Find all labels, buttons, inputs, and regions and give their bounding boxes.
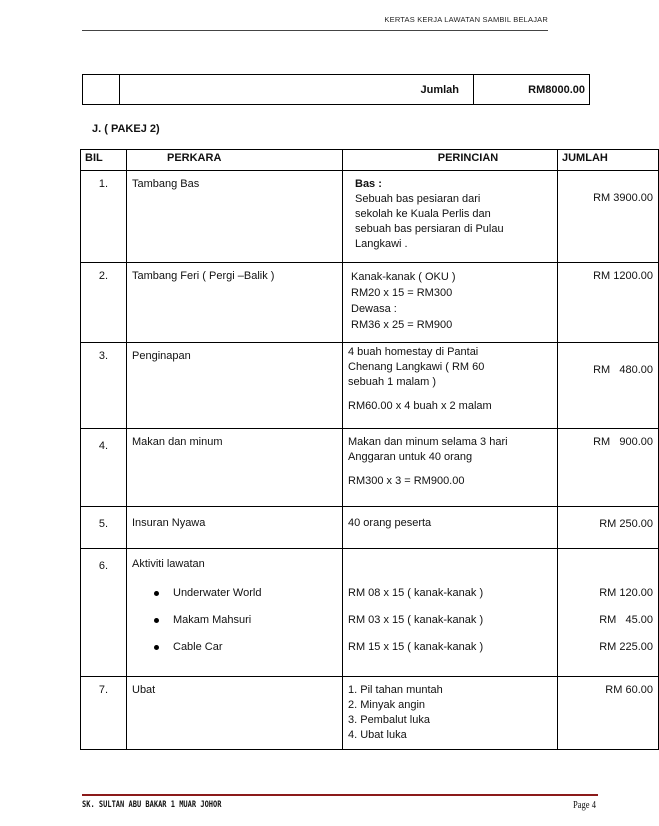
perincian-line: Bas : bbox=[355, 178, 382, 190]
activity-amount: RM 225.00 bbox=[599, 641, 653, 653]
row-perincian bbox=[343, 343, 558, 429]
row-perincian bbox=[343, 677, 558, 750]
activity-item bbox=[132, 580, 337, 607]
perincian-spacer bbox=[348, 465, 552, 474]
column-header-perincian: PERINCIAN bbox=[343, 150, 558, 171]
row-perincian bbox=[343, 263, 558, 343]
row-perkara: Tambang Bas bbox=[127, 171, 343, 263]
table-row bbox=[81, 263, 659, 343]
bullet-icon bbox=[154, 591, 159, 596]
cost-table bbox=[80, 149, 659, 750]
row-perincian bbox=[343, 429, 558, 507]
activity-name: Makam Mahsuri bbox=[173, 614, 252, 626]
table-row bbox=[81, 343, 659, 429]
summary-label: Jumlah bbox=[120, 75, 474, 105]
row-jumlah: RM 900.00 bbox=[558, 429, 659, 507]
perincian-line: RM36 x 25 = RM900 bbox=[351, 319, 453, 331]
table-row bbox=[81, 549, 659, 677]
perincian-line: Sebuah bas pesiaran dari bbox=[355, 193, 481, 205]
perincian-line: Langkawi . bbox=[355, 238, 408, 250]
footer-school: SK. SULTAN ABU BAKAR 1 MUAR JOHOR bbox=[82, 800, 222, 810]
perincian-line: 1. Pil tahan muntah bbox=[348, 684, 443, 696]
perincian-line: RM60.00 x 4 buah x 2 malam bbox=[348, 400, 492, 412]
row-perkara: Tambang Feri ( Pergi –Balik ) bbox=[127, 263, 343, 343]
activity-detail: RM 08 x 15 ( kanak-kanak ) bbox=[348, 587, 484, 599]
summary-amount: RM8000.00 bbox=[474, 75, 590, 105]
perincian-line: 3. Pembalut luka bbox=[348, 714, 430, 726]
row-perincian bbox=[343, 171, 558, 263]
header-divider bbox=[82, 30, 548, 31]
bullet-icon bbox=[154, 618, 159, 623]
activity-detail: RM 03 x 15 ( kanak-kanak ) bbox=[348, 614, 484, 626]
table-row bbox=[81, 171, 659, 263]
row-bil: 5. bbox=[81, 507, 127, 549]
row-perkara: Makan dan minum bbox=[127, 429, 343, 507]
summary-empty-cell bbox=[83, 75, 120, 105]
summary-table bbox=[82, 74, 590, 105]
activity-name: Underwater World bbox=[173, 587, 262, 599]
row-perkara: Aktiviti lawatan bbox=[132, 558, 205, 570]
perincian-line: Chenang Langkawi ( RM 60 bbox=[348, 361, 485, 373]
perincian-line: sebuah bas persiaran di Pulau bbox=[355, 223, 504, 235]
document-header: KERTAS KERJA LAWATAN SAMBIL BELAJAR bbox=[384, 15, 548, 24]
row-perkara: Insuran Nyawa bbox=[127, 507, 343, 549]
perincian-line: Dewasa : bbox=[351, 303, 397, 315]
perincian-line: sekolah ke Kuala Perlis dan bbox=[355, 208, 491, 220]
footer-page-number: Page 4 bbox=[573, 800, 596, 811]
perincian-line: RM300 x 3 = RM900.00 bbox=[348, 475, 465, 487]
section-title: J. ( PAKEJ 2) bbox=[92, 123, 160, 135]
activity-amount: RM 120.00 bbox=[599, 587, 653, 599]
bullet-icon bbox=[154, 645, 159, 650]
row-jumlah: RM 60.00 bbox=[558, 677, 659, 750]
table-header-row bbox=[81, 150, 659, 171]
perincian-line: 4 buah homestay di Pantai bbox=[348, 346, 479, 358]
row-perkara: Ubat bbox=[127, 677, 343, 750]
perincian-line: Kanak-kanak ( OKU ) bbox=[351, 271, 456, 283]
row-bil: 4. bbox=[81, 429, 127, 507]
row-perincian: 40 orang peserta bbox=[343, 507, 558, 549]
perincian-line: Anggaran untuk 40 orang bbox=[348, 451, 473, 463]
activity-detail: RM 15 x 15 ( kanak-kanak ) bbox=[348, 641, 484, 653]
table-row bbox=[81, 429, 659, 507]
column-header-jumlah: JUMLAH bbox=[558, 150, 659, 171]
table-row bbox=[81, 507, 659, 549]
row-bil: 2. bbox=[81, 263, 127, 343]
table-row bbox=[81, 677, 659, 750]
column-header-perkara: PERKARA bbox=[127, 150, 343, 171]
activity-item bbox=[132, 634, 337, 661]
summary-row bbox=[83, 75, 590, 105]
perincian-line: 4. Ubat luka bbox=[348, 729, 407, 741]
row-jumlah: RM 1200.00 bbox=[558, 263, 659, 343]
row-bil: 1. bbox=[81, 171, 127, 263]
row-jumlah: RM 480.00 bbox=[558, 343, 659, 429]
perincian-line: Makan dan minum selama 3 hari bbox=[348, 436, 508, 448]
row-jumlah-cell bbox=[558, 549, 659, 677]
row-jumlah: RM 3900.00 bbox=[558, 171, 659, 263]
row-jumlah: RM 250.00 bbox=[558, 507, 659, 549]
perincian-line: 2. Minyak angin bbox=[348, 699, 426, 711]
row-bil: 3. bbox=[81, 343, 127, 429]
footer-divider bbox=[82, 794, 598, 796]
row-perkara: Penginapan bbox=[127, 343, 343, 429]
row-bil: 6. bbox=[81, 549, 127, 677]
column-header-bil: BIL bbox=[81, 150, 127, 171]
row-perkara-cell bbox=[127, 549, 343, 677]
row-perincian bbox=[343, 549, 558, 677]
row-bil: 7. bbox=[81, 677, 127, 750]
activity-amount: RM 45.00 bbox=[599, 614, 653, 626]
activity-item bbox=[132, 607, 337, 634]
perincian-line: sebuah 1 malam ) bbox=[348, 376, 437, 388]
perincian-spacer bbox=[348, 390, 552, 399]
activity-name: Cable Car bbox=[173, 641, 223, 653]
perincian-line: RM20 x 15 = RM300 bbox=[351, 287, 453, 299]
